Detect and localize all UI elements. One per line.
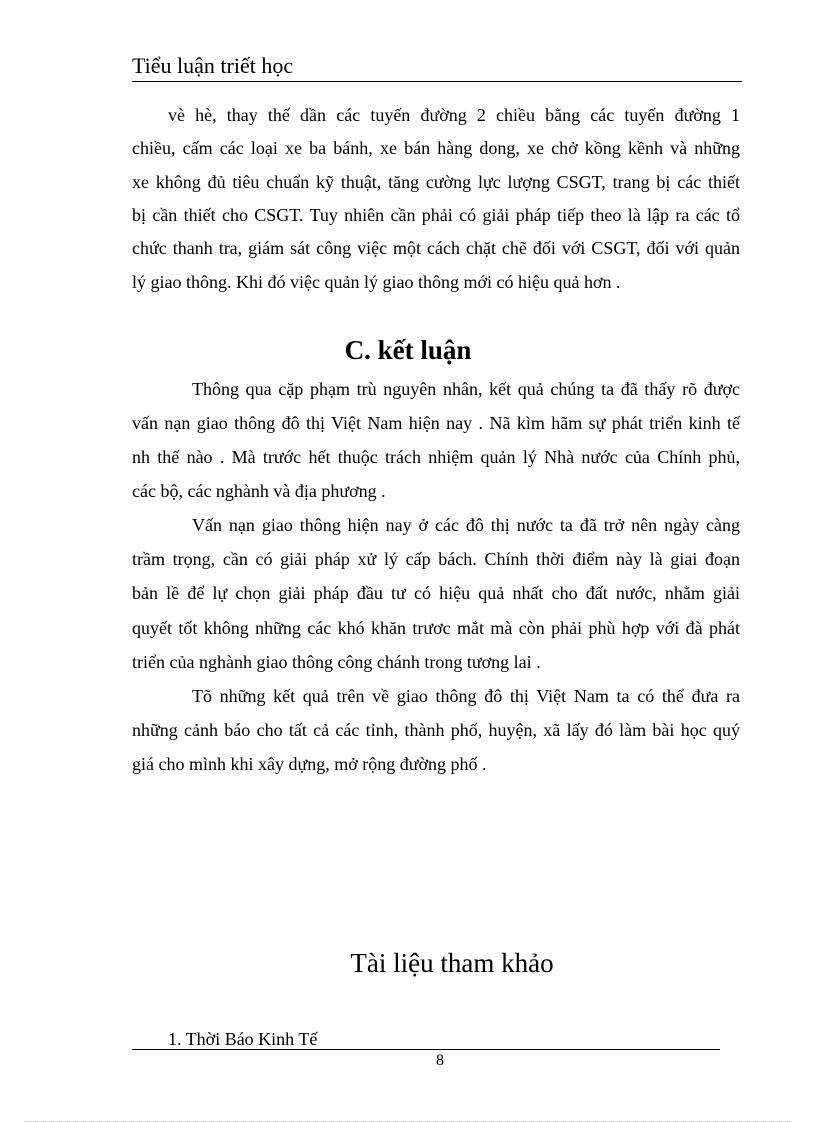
- paragraph-line: chiều, cấm các loại xe ba bánh, xe bán hàng dong, xe chở kồng kềnh và những: [132, 138, 740, 158]
- header-title: Tiểu luận triết học: [132, 53, 294, 78]
- paragraph-line: xe không đủ tiêu chuẩn kỹ thuật, tăng cường lực lượng CSGT, trang bị các thiết: [132, 172, 740, 192]
- paragraph-line: Vấn nạn giao thông hiện nay ở các đô thị nước ta đã trở nên ngày càng: [192, 515, 740, 535]
- page-header: [132, 52, 742, 84]
- references-title: Tài liệu tham khảo: [350, 948, 554, 978]
- reference-item: 1. Thời Báo Kinh Tế: [168, 1029, 318, 1049]
- paragraph-line: lý giao thông. Khi đó việc quản lý giao thông mới có hiệu quả hơn .: [132, 272, 621, 292]
- paragraph-line: trầm trọng, cần có giải pháp xử lý cấp bách. Chính thời điểm này là giai đoạn: [132, 549, 740, 569]
- paragraph-line: giá cho mình khi xây dựng, mở rộng đường phố .: [132, 754, 487, 774]
- header-divider: [132, 81, 742, 82]
- paragraph-line: vấn nạn giao thông đô thị Việt Nam hiện nay . Nã kìm hãm sự phát triển kinh tế: [132, 413, 740, 433]
- paragraph-line: quyết tốt không những các khó khăn trươc mắt mà còn phải phù hợp với đà phát: [132, 618, 740, 638]
- paragraph-line: chức thanh tra, giám sát công việc một cách chặt chẽ đối với CSGT, đối với quản: [132, 238, 740, 258]
- conclusion-heading: C. kết luận: [344, 335, 472, 365]
- paragraph-line: bản lề để lự chọn giải pháp đầu tư có hiệu quả nhất cho đất nước, nhằm giải: [132, 583, 740, 603]
- paragraph-line: bị cần thiết cho CSGT. Tuy nhiên cần phải có giải pháp tiếp theo là lập ra các tổ: [132, 205, 740, 225]
- paragraph-line: triển của nghành giao thông công chánh trong tương lai .: [132, 652, 541, 672]
- paragraph-line: các bộ, các nghành và địa phương .: [132, 481, 386, 501]
- paragraph-line: nh thế nào . Mà trước hết thuộc trách nhiệm quản lý Nhà nước của Chính phủ,: [132, 447, 740, 467]
- paragraph-line: Tõ những kết quả trên về giao thông đô thị Việt Nam ta có thể đưa ra: [192, 686, 740, 706]
- paragraph-line: vè hè, thay thế dần các tuyến đường 2 chiều bằng các tuyến đường 1: [168, 105, 740, 125]
- page-break-line: [24, 1121, 792, 1122]
- footer-divider: [132, 1049, 720, 1050]
- paragraph-line: những cảnh báo cho tất cả các tỉnh, thành phố, huyện, xã lấy đó làm bài học quý: [132, 720, 740, 740]
- paragraph-line: Thông qua cặp phạm trù nguyên nhân, kết quả chúng ta đã thấy rõ được: [192, 379, 740, 399]
- page-number: 8: [436, 1052, 444, 1069]
